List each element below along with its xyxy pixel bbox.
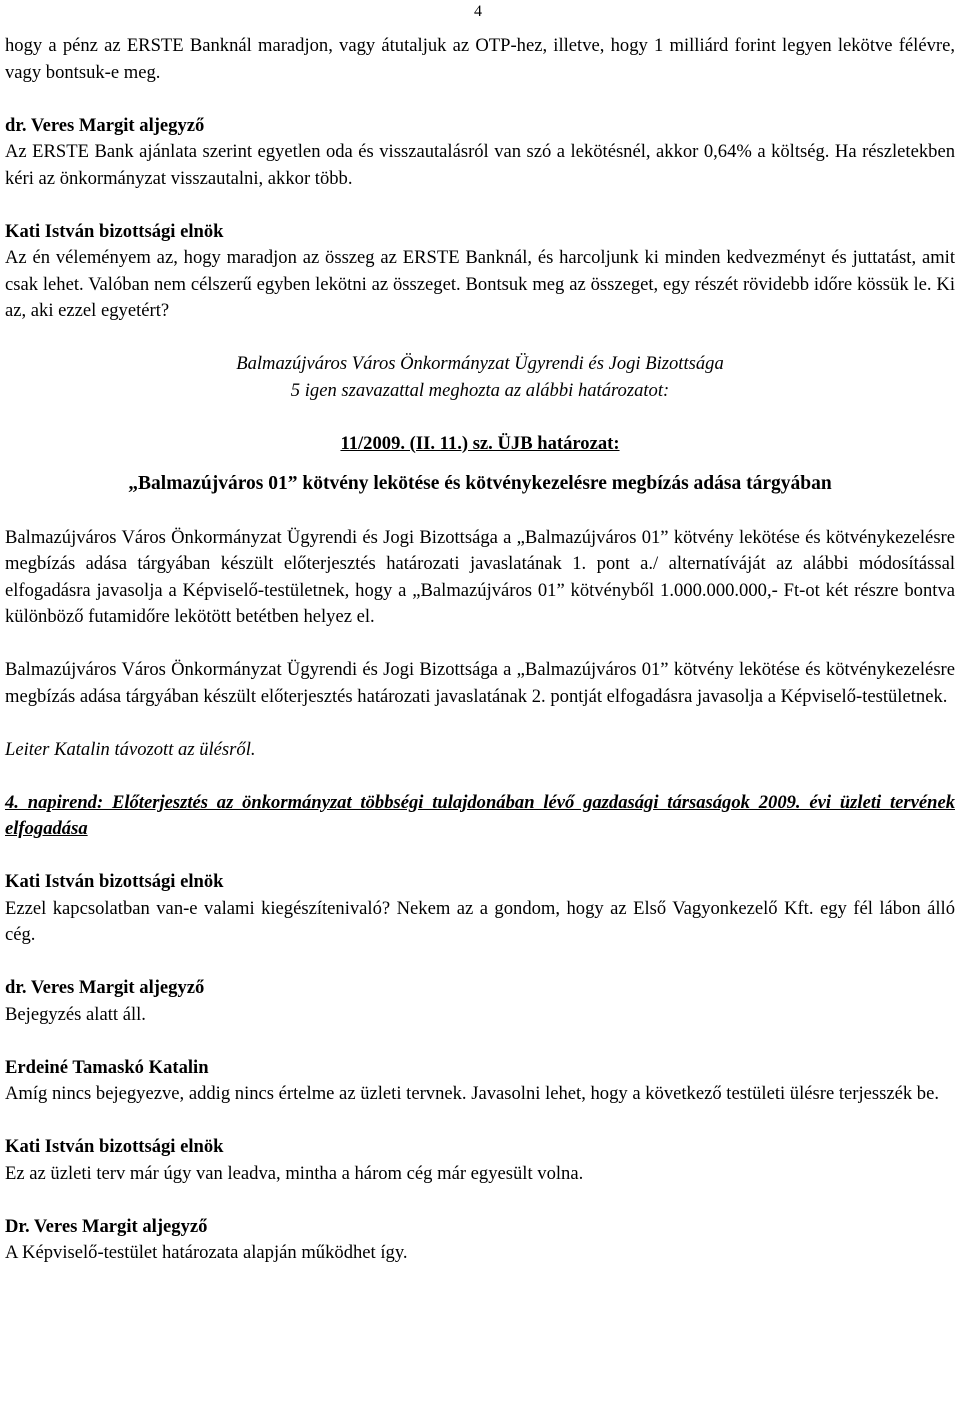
speaker-name: Kati István bizottsági elnök: [5, 220, 224, 242]
speaker-name: Erdeiné Tamaskó Katalin: [5, 1056, 209, 1078]
vote-committee-line: Balmazújváros Város Önkormányzat Ügyrendi és Jogi Bizottsága: [236, 353, 724, 374]
speaker-statement: Az ERSTE Bank ajánlata szerint egyetlen oda és visszautalásról van szó a lekötésnél, akkor 0,64% a költség. Ha részletekben kéri az önkormányzat visszautalni, akkor több.: [5, 141, 955, 189]
speaker-statement: Az én véleményem az, hogy maradjon az összeg az ERSTE Banknál, és harcoljunk ki minden kedvezményt és juttatást, amit csak lehet. Valóban nem célszerű egyben lekötni az összeget. Bontsuk meg az összeget, egy részét rövidebb időre kössük le. Ki az, aki ezzel egyetért?: [5, 247, 955, 321]
speaker-name: Kati István bizottsági elnök: [5, 871, 224, 892]
document-body: [5, 33, 955, 1267]
paragraph-continuation: hogy a pénz az ERSTE Banknál maradjon, vagy átutaljuk az OTP-hez, illetve, hogy 1 milliárd forint legyen lekötve félévre, vagy bontsuk-e meg.: [5, 35, 955, 83]
speaker-statement: Ez az üzleti terv már úgy van leadva, mintha a három cég már egyesült volna.: [5, 1162, 584, 1184]
resolution-paragraph: Balmazújváros Város Önkormányzat Ügyrendi és Jogi Bizottsága a „Balmazújváros 01” kötvény lekötése és kötvénykezelésre megbízás adása tárgyában készült előterjesztés határozati javaslatának 1. pont a./ alternatíváját az alábbi módosítással elfogadásra javasolja a Képviselő-testületnek, hogy a „Balmazújváros 01” kötvényből 1.000.000.000,- Ft-ot két részre bontva különböző futamidőre lekötött betétben helyez el.: [5, 526, 955, 627]
resolution-number: 11/2009. (II. 11.) sz. ÜJB határozat:: [340, 432, 620, 454]
speaker-statement: A Képviselő-testület határozata alapján működhet így.: [5, 1242, 408, 1263]
vote-result-line: 5 igen szavazattal meghozta az alábbi határozatot:: [290, 379, 670, 401]
speaker-name: dr. Veres Margit aljegyző: [5, 114, 205, 136]
speaker-statement: Bejegyzés alatt áll.: [5, 1003, 146, 1025]
speaker-name: dr. Veres Margit aljegyző: [5, 977, 205, 998]
resolution-title: „Balmazújváros 01” kötvény lekötése és kötvénykezelésre megbízás adása tárgyában: [128, 473, 832, 494]
speaker-statement: Amíg nincs bejegyezve, addig nincs értelme az üzleti tervnek. Javasolni lehet, hogy a következő testületi ülésre terjesszék be.: [5, 1083, 939, 1104]
speaker-name: Dr. Veres Margit aljegyző: [5, 1215, 208, 1237]
leave-note: Leiter Katalin távozott az ülésről.: [5, 738, 256, 760]
speaker-name: Kati István bizottsági elnök: [5, 1136, 224, 1157]
speaker-statement: Ezzel kapcsolatban van-e valami kiegészítenivaló? Nekem az a gondom, hogy az Első Vagyonkezelő Kft. egy fél lábon álló cég.: [5, 897, 955, 945]
agenda-item-heading: 4. napirend: Előterjesztés az önkormányzat többségi tulajdonában lévő gazdasági társaságok 2009. évi üzleti tervének elfogadása: [5, 791, 955, 839]
page-number: 4: [474, 3, 482, 20]
resolution-paragraph: Balmazújváros Város Önkormányzat Ügyrendi és Jogi Bizottsága a „Balmazújváros 01” kötvény lekötése és kötvénykezelésre megbízás adása tárgyában készült előterjesztés határozati javaslatának 2. pontját elfogadásra javasolja a Képviselő-testületnek.: [5, 659, 955, 707]
